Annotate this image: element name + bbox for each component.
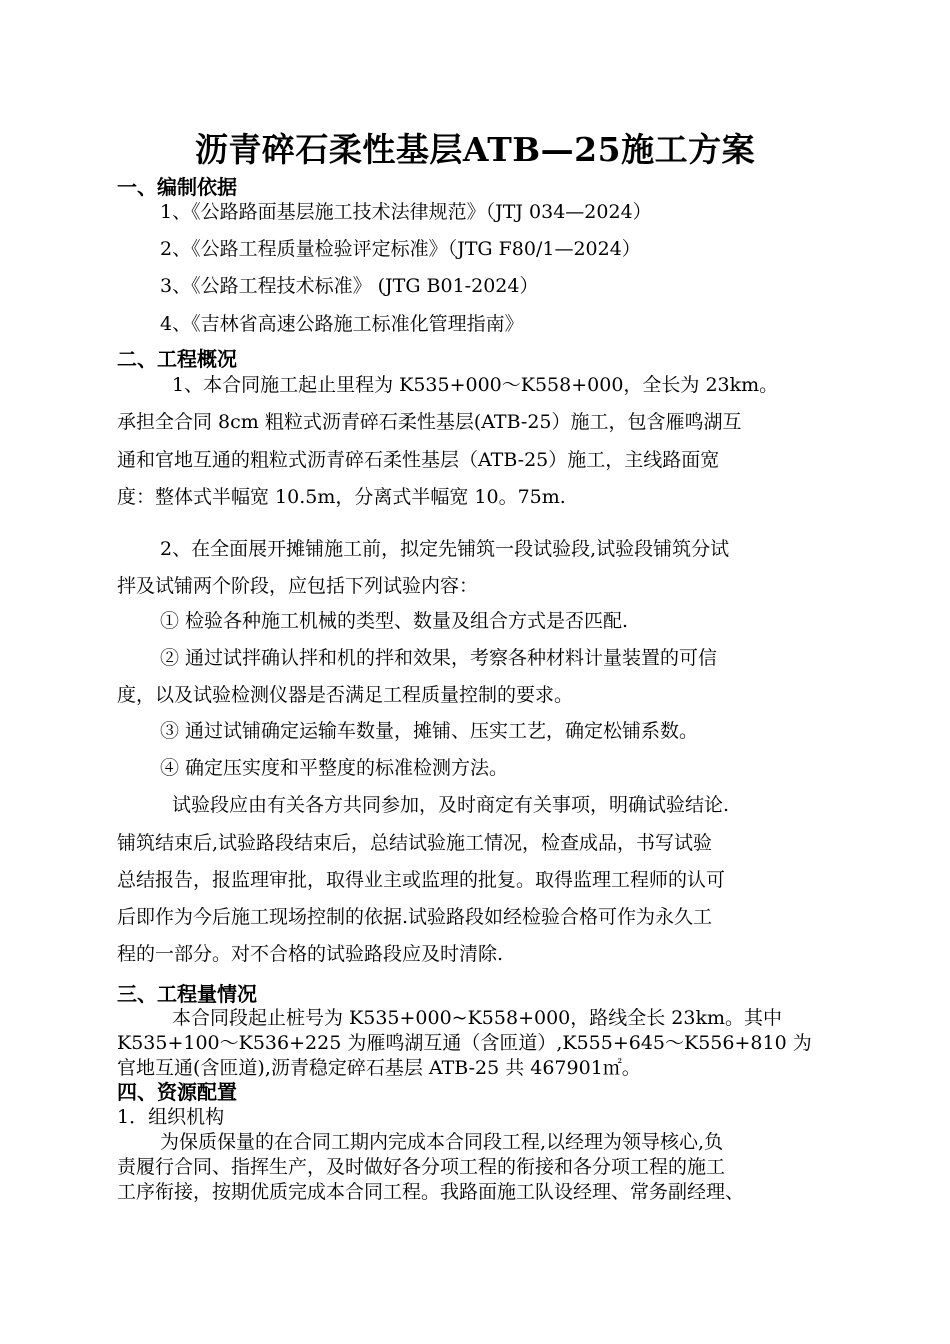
basis-item: 4、《吉林省高速公路施工标准化管理指南》: [160, 313, 524, 335]
section-heading-basis: 一、编制依据: [117, 175, 237, 199]
paragraph-line: 度，以及试验检测仪器是否满足工程质量控制的要求。: [117, 684, 574, 706]
paragraph-line: K535+100～K536+225 为雁鸣湖互通（含匝道）,K555+645～K556+810 为: [117, 1032, 812, 1054]
paragraph-line: 1、本合同施工起止里程为 K535+000～K558+000，全长为 23km。: [172, 374, 779, 396]
paragraph-line: 铺筑结束后,试验路段结束后，总结试验施工情况，检查成品，书写试验: [117, 832, 713, 854]
paragraph-line: 拌及试铺两个阶段，应包括下列试验内容：: [117, 575, 479, 597]
paragraph-line: 后即作为今后施工现场控制的依据.试验路段如经检验合格可作为永久工: [117, 906, 713, 928]
test-item: ④ 确定压实度和平整度的标准检测方法。: [160, 757, 509, 779]
document-title: 沥青碎石柔性基层ATB—25施工方案: [194, 130, 756, 169]
section-heading-resources: 四、资源配置: [117, 1080, 237, 1104]
test-item: ③ 通过试铺确定运输车数量，摊铺、压实工艺，确定松铺系数。: [160, 720, 699, 742]
basis-item: 1、《公路路面基层施工技术法律规范》（JTJ 034—2024）: [160, 201, 652, 223]
basis-item: 2、《公路工程质量检验评定标准》（JTG F80/1—2024）: [160, 238, 641, 260]
paragraph-line: 官地互通(含匝道),沥青稳定碎石基层 ATB-25 共 467901㎡。: [117, 1057, 641, 1079]
paragraph-line: 承担全合同 8cm 粗粒式沥青碎石柔性基层(ATB-25）施工，包含雁鸣湖互: [117, 411, 742, 433]
paragraph-line: 试验段应由有关各方共同参加，及时商定有关事项，明确试验结论.: [172, 794, 730, 816]
paragraph-line: 度：整体式半幅宽 10.5m，分离式半幅宽 10。75m.: [117, 486, 566, 508]
basis-item: 3、《公路工程技术标准》 (JTG B01-2024）: [160, 275, 539, 297]
subsection-heading: 1．组织机构: [117, 1106, 225, 1128]
section-heading-quantity: 三、工程量情况: [117, 982, 257, 1006]
test-item: ② 通过试拌确认拌和机的拌和效果，考察各种材料计量装置的可信: [160, 647, 718, 669]
paragraph-line: 程的一部分。对不合格的试验路段应及时清除.: [117, 943, 504, 965]
paragraph-line: 工序衔接，按期优质完成本合同工程。我路面施工队设经理、常务副经理、: [117, 1181, 745, 1203]
paragraph-line: 2、在全面展开摊铺施工前，拟定先铺筑一段试验段,试验段铺筑分试: [160, 538, 730, 560]
paragraph-line: 为保质保量的在合同工期内完成本合同段工程,以经理为领导核心,负: [160, 1131, 724, 1153]
test-item: ① 检验各种施工机械的类型、数量及组合方式是否匹配.: [160, 610, 629, 632]
paragraph-line: 本合同段起止桩号为 K535+000~K558+000，路线全长 23km。其中: [172, 1007, 782, 1029]
paragraph-line: 总结报告，报监理审批，取得业主或监理的批复。取得监理工程师的认可: [117, 869, 726, 891]
paragraph-line: 通和官地互通的粗粒式沥青碎石柔性基层（ATB-25）施工，主线路面宽: [117, 449, 720, 471]
paragraph-line: 责履行合同、指挥生产，及时做好各分项工程的衔接和各分项工程的施工: [117, 1156, 726, 1178]
section-heading-overview: 二、工程概况: [117, 347, 237, 371]
